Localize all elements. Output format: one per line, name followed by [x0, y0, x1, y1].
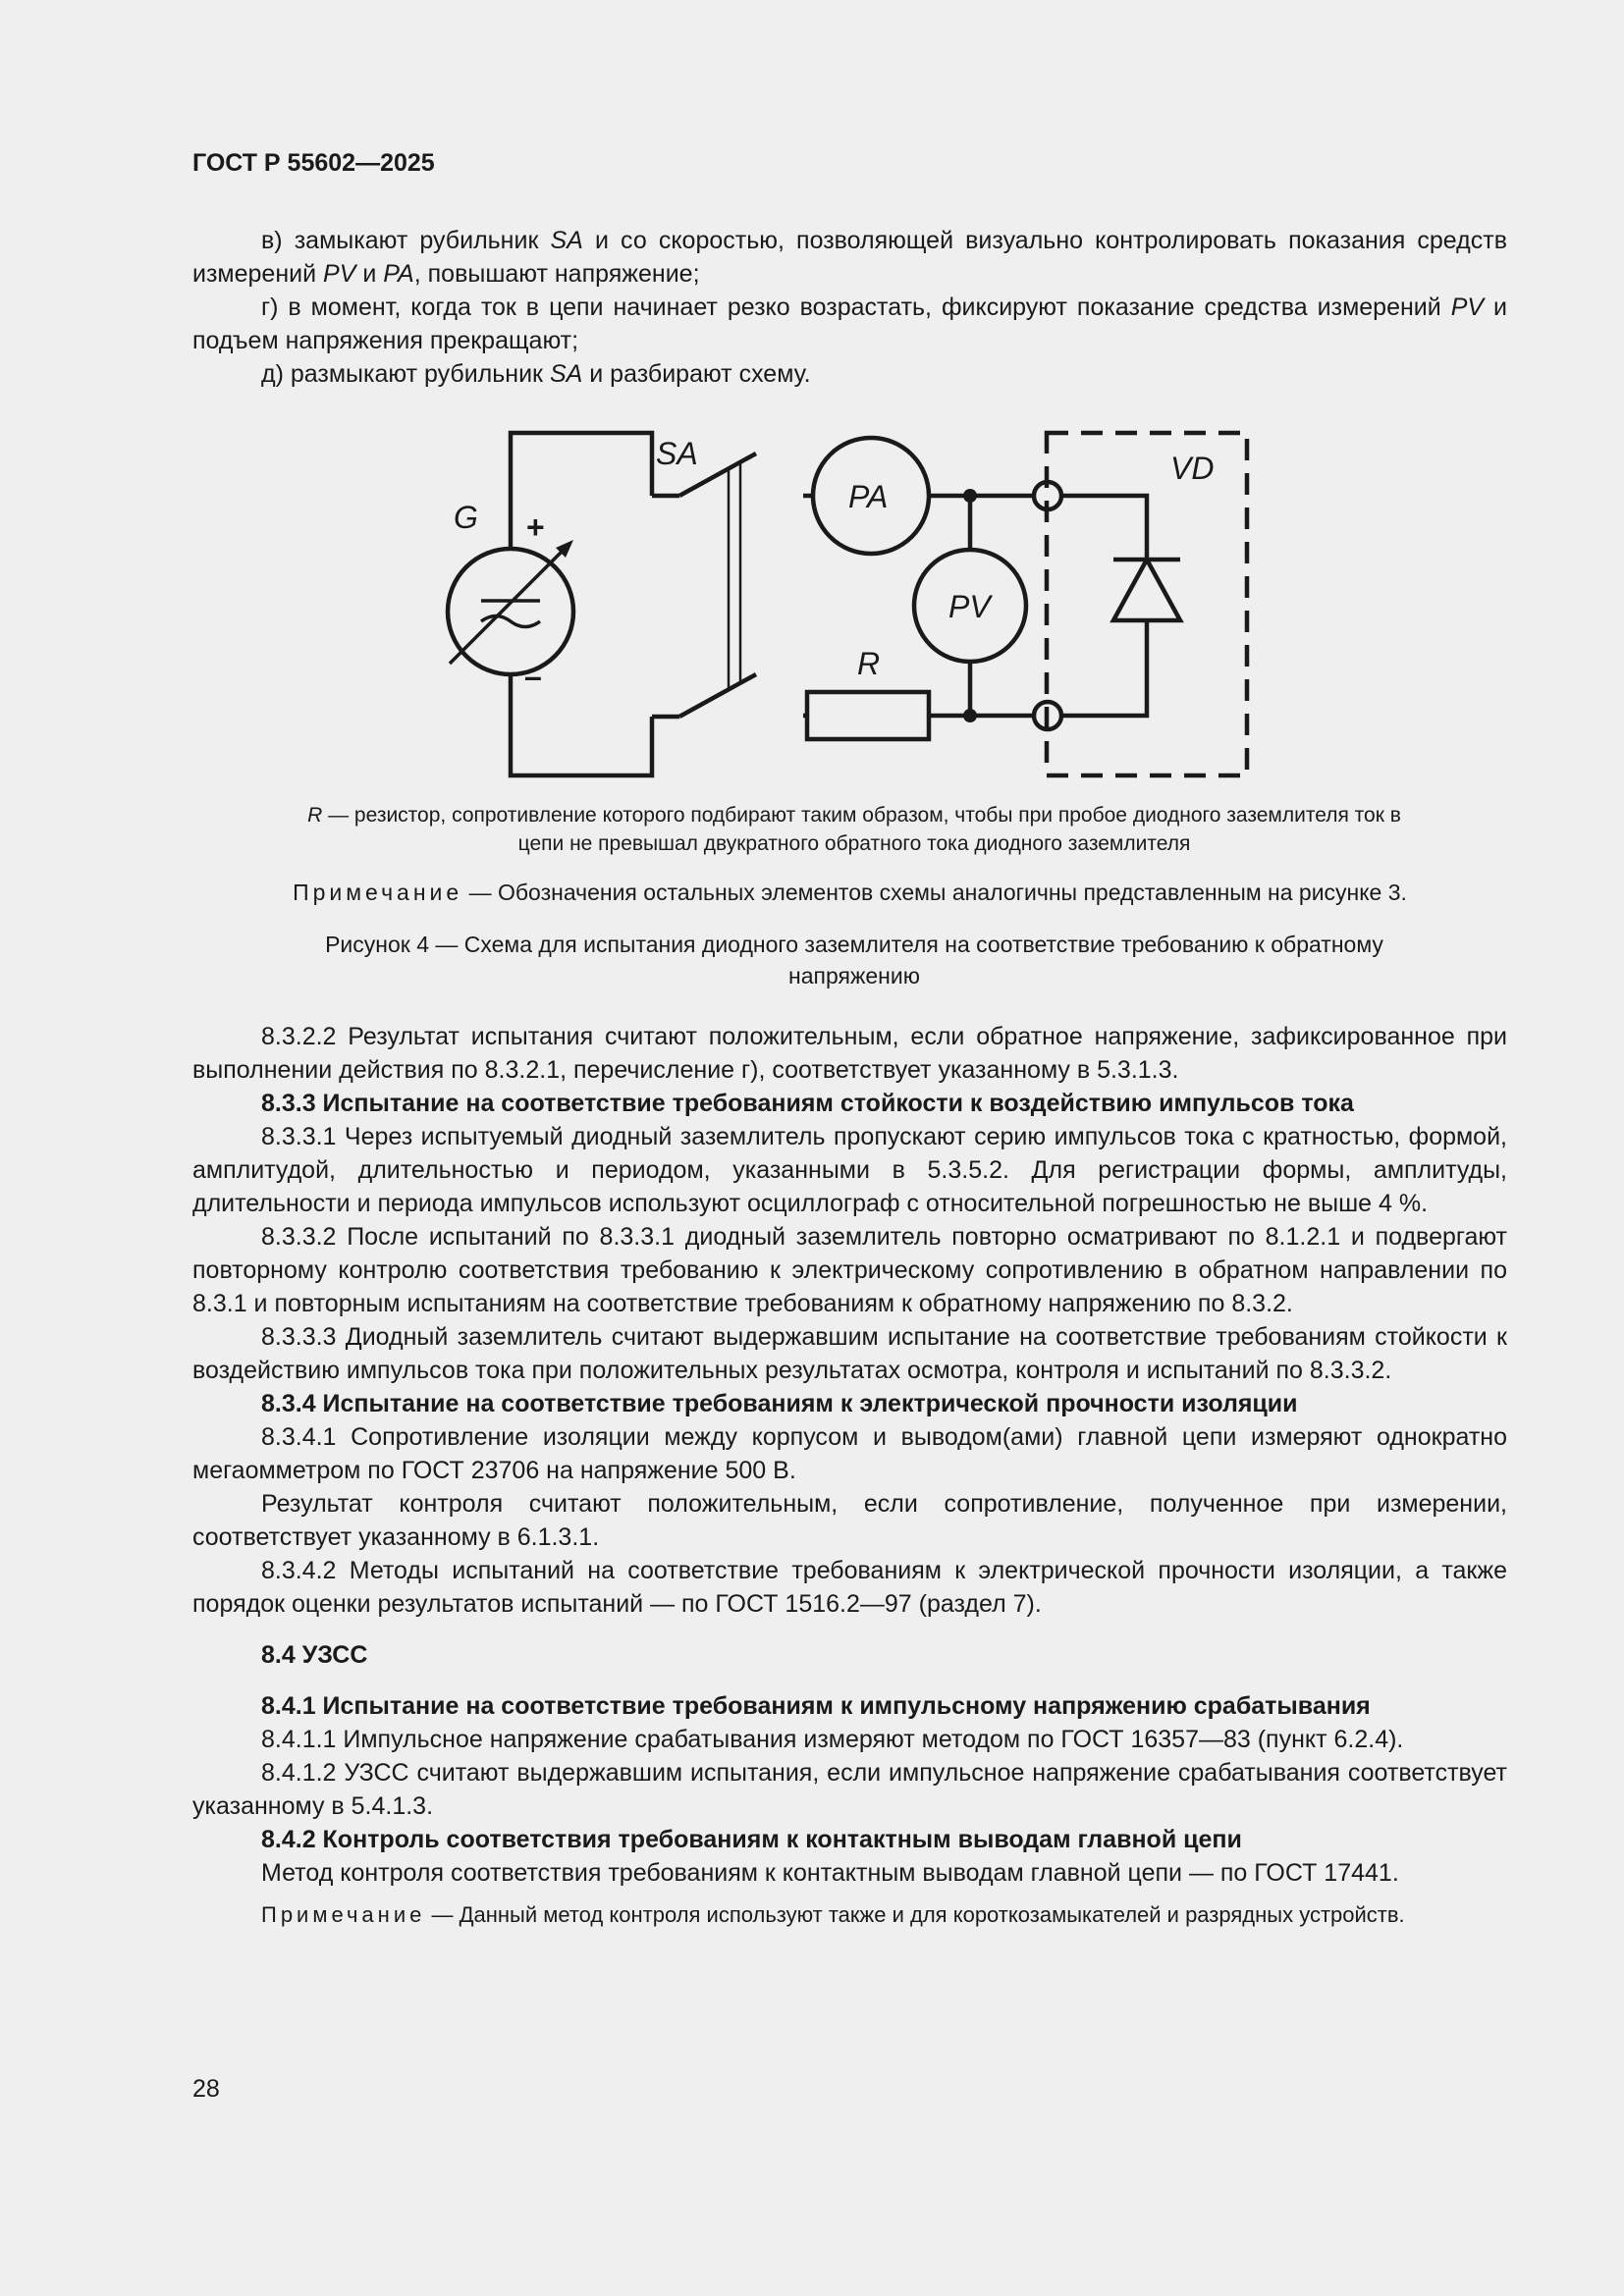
wire-to-diode-bottom [1061, 620, 1147, 716]
vd-dashed-box [1047, 433, 1247, 775]
label-plus: + [526, 509, 545, 545]
heading-8-4: 8.4 УЗСС [261, 1641, 368, 1669]
resistor-r [807, 692, 929, 739]
para-8-3-3-1: 8.3.3.1 Через испытуемый диодный заземлитель пропускают серию импульсов тока с кратностью, формой, амплитудой, длительностью и периодом, указанными в 5.3.5.2. Для регистрации формы, амплитуды, длительности и периода импульсов используют осциллограф с относительной погрешностью не выше 4 %. [192, 1123, 1507, 1217]
para-8-3-4-1-result: Результат контроля считают положительным, если сопротивление, полученное при измерении, соответствует указанному в 6.1.3.1. [192, 1490, 1507, 1551]
figure-caption: Рисунок 4 — Схема для испытания диодного заземлителя на соответствие требованию к обратному напряжению [325, 932, 1383, 988]
heading-8-4-2: 8.4.2 Контроль соответствия требованиям к контактным выводам главной цепи [261, 1826, 1242, 1853]
para-8-3-3-3: 8.3.3.3 Диодный заземлитель считают выдержавшим испытание на соответствие требованиям стойкости к воздействию импульсов тока при положительных результатах осмотра, контроля и испытаний по 8.3.3.2. [192, 1323, 1507, 1384]
heading-8-3-3: 8.3.3 Испытание на соответствие требованиям стойкости к воздействию импульсов тока [261, 1090, 1354, 1117]
junction-bottom [963, 709, 977, 722]
label-r: R [857, 646, 881, 681]
step-d: д) размыкают рубильник SA и разбирают схему. [261, 360, 811, 388]
wire-to-diode-top [1061, 496, 1147, 560]
step-g: г) в момент, когда ток в цепи начинает резко возрастать, фиксируют показание средства измерений PV и подъем напряжения прекращают; [192, 294, 1507, 354]
heading-8-4-1: 8.4.1 Испытание на соответствие требованиям к импульсному напряжению срабатывания [261, 1692, 1371, 1720]
page-number: 28 [192, 2075, 220, 2103]
para-8-3-4-1: 8.3.4.1 Сопротивление изоляции между корпусом и выводом(ами) главной цепи измеряют однократно мегаомметром по ГОСТ 23706 на напряжение 500 В. [192, 1423, 1507, 1484]
label-pa: PA [848, 479, 889, 514]
label-sa: SA [656, 436, 698, 471]
figure-note: Примечание — Обозначения остальных элементов схемы аналогичны представленным на рисунке 3. [293, 880, 1407, 905]
main-text [192, 1020, 1507, 1930]
label-vd: VD [1170, 451, 1215, 486]
para-8-4-1-2: 8.4.1.2 УЗСС считают выдержавшим испытания, если импульсное напряжение срабатывания соответствует указанному в 5.4.1.3. [192, 1759, 1507, 1820]
heading-8-3-4: 8.3.4 Испытание на соответствие требованиям к электрической прочности изоляции [261, 1390, 1298, 1417]
circuit-diagram [0, 0, 1624, 805]
label-minus: – [524, 659, 542, 694]
junction-top [963, 489, 977, 503]
label-pv: PV [948, 589, 991, 624]
para-8-3-2-2: 8.3.2.2 Результат испытания считают положительным, если обратное напряжение, зафиксированное при выполнении действия по 8.3.2.1, перечисление г), соответствует указанному в 5.3.1.3. [192, 1023, 1507, 1084]
figure-legend: R — резистор, сопротивление которого подбирают таким образом, чтобы при пробое диодного заземлителя ток в цепи не превышал двукратного обратного тока диодного заземлителя [307, 804, 1401, 855]
para-8-4-2: Метод контроля соответствия требованиям к контактным выводам главной цепи — по ГОСТ 17441. [261, 1859, 1399, 1887]
note-8-4-2: Примечание — Данный метод контроля используют также и для короткозамыкателей и разрядных устройств. [261, 1902, 1405, 1927]
label-g: G [454, 500, 478, 535]
generator-circle [448, 549, 573, 674]
diode-triangle [1113, 560, 1180, 620]
para-8-3-4-2: 8.3.4.2 Методы испытаний на соответствие требованиям к электрической прочности изоляции, а также порядок оценки результатов испытаний — по ГОСТ 1516.2—97 (раздел 7). [192, 1557, 1507, 1618]
para-8-3-3-2: 8.3.3.2 После испытаний по 8.3.3.1 диодный заземлитель повторно осматривают по 8.1.2.1 и подвергают повторному контролю соответствия требованию к электрическому сопротивлению в обратном направлении по 8.3.1 и повторным испытаниям на соответствие требованиям к обратному напряжению по 8.3.2. [192, 1223, 1507, 1317]
step-v: в) замыкают рубильник SA и со скоростью, позволяющей визуально контролировать показания средств измерений PV и PA, повышают напряжение; [192, 227, 1507, 288]
switch-blade-bottom [679, 674, 756, 717]
document-id: ГОСТ Р 55602—2025 [192, 149, 435, 177]
para-8-4-1-1: 8.4.1.1 Импульсное напряжение срабатывания измеряют методом по ГОСТ 16357—83 (пункт 6.2.4). [261, 1726, 1404, 1753]
